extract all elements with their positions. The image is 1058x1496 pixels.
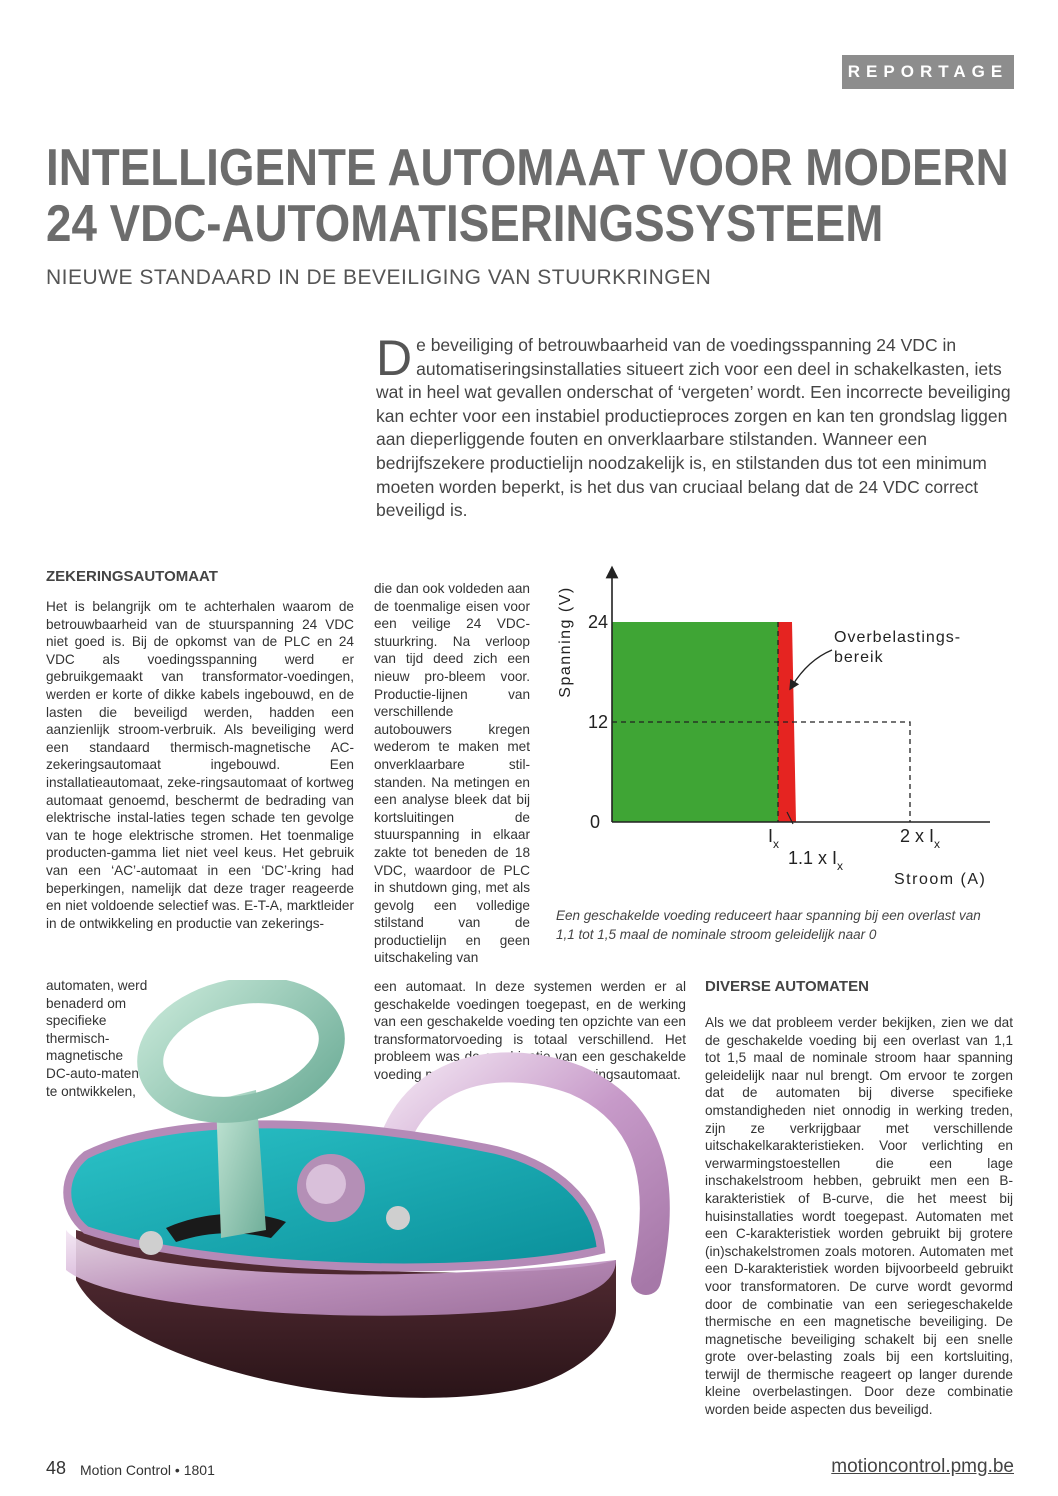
wrap-line: te ontwikkelen, [46,1083,136,1099]
drop-cap: D [376,330,413,386]
website-link[interactable]: motioncontrol.pmg.be [831,1456,1014,1477]
intro-paragraph [376,330,1016,523]
key-bow [139,980,343,1126]
y-axis-label: Spanning (V) [557,586,574,698]
annotation-line-2: bereik [834,649,884,666]
title-line-1: INTELLIGENTE AUTOMAAT VOOR MODERN [46,139,1009,197]
article-subtitle: NIEUWE STANDAARD IN DE BEVEILIGING VAN STUURKRINGEN [46,266,712,289]
article-title [46,139,1009,253]
annotation-line-1: Overbelastings- [834,629,962,646]
wrap-line: specifieke [46,1013,107,1029]
column-3-text: Als we dat probleem verder bekijken, zien we dat de geschakelde voeding bij een overlast van 1,1 tot 1,5 maal de nominale stroom haar spanning geleidelijk naar nul brengt. Om ervoor te zorgen dat de automaten bij diverse specifieke omstandigheden niet onnodig in werking treden, zijn ze verkrijgbaar met verschillende uitschakelkarakteristieken. Voor verlichting en verwarmingstoestellen die een lage inschakelstroom hebben, gebruikt men een B-karakteristiek of B-curve, die het meest bij huisinstallaties wordt toegepast. Automaten met een C-karakteristiek worden gebruikt bij grotere (in)schakelstromen zoals motoren. Automaten met een D-karakteristiek worden bijvoorbeeld gebruikt voor transformatoren. De curve wordt gevormd door de combinatie van een seriegeschakelde thermische en een magnetische beveiliging. De magnetische beveiliging schakelt bij een snelle grote over-belasting zoals bij een kortsluiting, terwijl de thermische reageert op langer durende kleine overbelastingen. Door deze combinatie worden beide aspecten dus beveiligd. [705,1015,1013,1418]
heading-zekeringsautomaat: ZEKERINGSAUTOMAAT [46,568,218,585]
x-tick-label: 2 x $I_x$ [900,826,941,851]
column-2-text: die dan ook voldeden aan de toenmalige eisen voor een veilige 24 VDC-stuurkring. Na verloop van tijd deed zich een nieuw pro-bleem voor. Productie-lijnen van verschillende autobouwers kregen wederom te maken met onverklaarbare stil-standen. Na metingen en een analyse bleek dat bij kortsluitingen de stuurspanning in elkaar zakte tot beneden de 18 VDC, waardoor de PLC in shutdown ging, met als gevolg een volledige stilstand van de productielijn en geen uitschakeling van [374,581,530,966]
padlock-with-key-image [56,980,696,1420]
section-badge: REPORTAGE [842,55,1014,89]
x-tick-label: 1.1 x $I_x$ [788,848,844,873]
wrap-line: DC-auto-maten [46,1065,139,1081]
page-number: 48 [46,1458,67,1478]
intro-text: e beveiliging of betrouwbaarheid van de voedingsspanning 24 VDC in automatiseringsinstallaties situeert zich voor een deel in schakelkasten, iets wat in heel wat gevallen onderschat of ‘vergeten’ wordt. Een incorrecte beveiliging kan echter voor een instabiel productieproces zorgen en kan ten grondslag liggen aan dieperliggende fouten en onverklaarbare stilstanden. Wanneer een bedrijfszekere productielijn noodzakelijk is, en stilstanden dus tot een minimum moeten worden beperkt, is het dus van cruciaal belang dat de 24 VDC correct beveiligd is. [376,335,1011,521]
wrap-line: magnetische [46,1048,124,1064]
y-tick-label: 0 [589,812,600,832]
title-line-2: 24 VDC-AUTOMATISERINGSSYSTEEM [46,195,884,253]
annotation-arrow [792,650,832,686]
wrap-line: thermisch- [46,1030,110,1046]
column-1-text: Het is belangrijk om te achterhalen waarom de betrouwbaarheid van de stuurspanning 24 VDC niet goed is. Bij de opkomst van de PLC en 24 VDC als voedingsspanning werd er gebruikgemaakt van transformator-voedingen, werden er korte of dikke kabels ingebouwd, en de lasten die beveiligd werden, hadden een aanzienlijk stroom-verbruik. Als beveiliging werd een standaard thermisch-magnetische AC-zekeringsautomaat ingebouwd. Een installatieautomaat, zeke-ringsautomaat of kortweg automaat genoemd, beschermt de bedrading van elektrische instal-laties tegen schade ten gevolge van te hoge elektrische stromen. Het toenmalige producten-gamma liet niet veel keus. Het gebruik van een ‘AC’-automaat in een ‘DC’-kring had beperkingen, namelijk dat deze trager reageerde en niet voldoende selectief was. E-T-A, marktleider in de ontwikkeling en productie van zekerings- [46,599,354,931]
padlock-button-highlight [306,1164,346,1204]
publication-name: Motion Control • 1801 [80,1462,215,1478]
wrap-line: benaderd om [46,995,127,1011]
column-2-continued-text: een automaat. In deze systemen werden er al geschakelde voedingen toegepast, en de werking van een geschakelde voeding ten opzichte van een transformatorvoeding is totaal verschillend. Het probleem was de combinatie van een geschakelde voeding met een mechanische zekeringsautomaat. [374,979,686,1082]
y-tick-label: 24 [587,612,608,632]
x-axis-label: Stroom (A) [894,871,987,888]
y-tick-label: 12 [587,712,608,732]
voltage-current-chart [550,562,1016,902]
wrap-line: automaten, werd [46,978,148,993]
chart-caption: Een geschakelde voeding reduceert haar spanning bij een overlast van 1,1 tot 1,5 maal de nominale stroom geleidelijk naar 0 [556,908,981,942]
x-tick-label: $I_x$ [768,826,780,851]
rivet [386,1206,410,1230]
rivet [139,1231,163,1255]
heading-diverse-automaten: DIVERSE AUTOMATEN [705,978,869,995]
